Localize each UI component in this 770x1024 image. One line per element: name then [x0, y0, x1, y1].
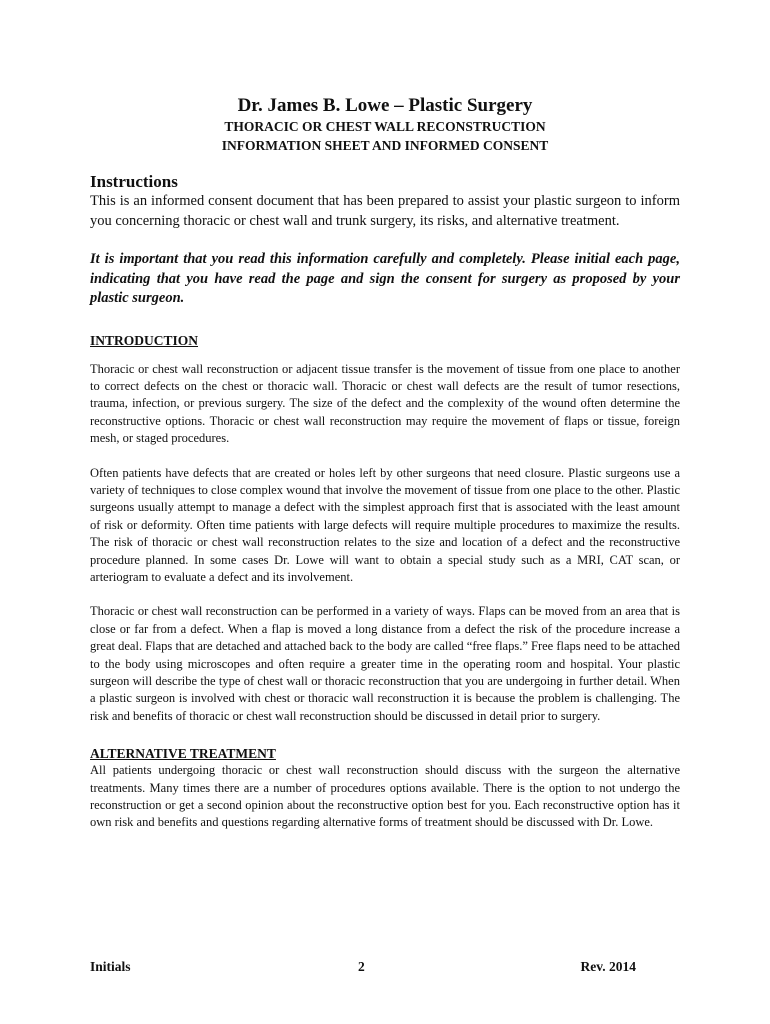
initials-label: Initials [90, 959, 131, 974]
introduction-paragraph-2: Often patients have defects that are created or holes left by other surgeons that need closure. Plastic surgeons use a variety of techniques to close complex wound that involve the movement of tissue from one place to the other. Plastic surgeons usually attempt to manage a defect with the simplest approach first that is associated with the least amount of risk or deformity. Often time patients with large defects will require multiple procedures to maximize the results. The risk of thoracic or chest wall reconstruction relates to the size and location of a defect and the reconstructive procedure planned. In some cases Dr. Lowe will want to obtain a special study such as a MRI, CAT scan, or arteriogram to evaluate a defect and its involvement. [90, 465, 680, 584]
revision-label: Rev. 2014 [580, 959, 636, 974]
page-number: 2 [358, 959, 365, 974]
introduction-paragraph-1: Thoracic or chest wall reconstruction or adjacent tissue transfer is the movement of tissue from one place to another to correct defects on the chest or thoracic wall. Thoracic or chest wall defects are the result of tumor resections, trauma, infection, or previous surgery. The size of the defect and the complexity of the wound often determine the reconstructive options. Thoracic or chest wall reconstruction may require the movement of flaps or tissue, foreign mesh, or staged procedures. [90, 361, 680, 446]
introduction-heading: INTRODUCTION [90, 332, 199, 348]
introduction-paragraph-3: Thoracic or chest wall reconstruction can be performed in a variety of ways. Flaps can be moved from an area that is close or far from a defect. When a flap is moved a long distance from a defect the risk of the procedure increase a great deal. Flaps that are detached and attached back to the body are called “free flaps.” Free flaps need to be attached to the body using microscopes and often require a greater time in the operating room and hospital. Your plastic surgeon will describe the type of chest wall or thoracic reconstruction that you are undergoing in further detail. When a plastic surgeon is involved with chest or thoracic wall reconstruction it is because the problem is challenging. The risk and benefits of thoracic or chest wall reconstruction should be discussed in detail prior to surgery. [90, 604, 680, 723]
document-subtitle-1: THORACIC OR CHEST WALL RECONSTRUCTION [224, 119, 546, 134]
important-notice: It is important that you read this information carefully and completely. Please initial each page, indicating that you have read the page and sign the consent for surgery as proposed by your plastic surgeon. [90, 251, 680, 306]
document-title: Dr. James B. Lowe – Plastic Surgery [237, 95, 533, 116]
document-body [90, 172, 680, 832]
instructions-text: This is an informed consent document that has been prepared to assist your plastic surgeon to inform you concerning thoracic or chest wall and trunk surgery, its risks, and alternative treatment. [90, 193, 680, 229]
document-header [0, 95, 770, 155]
page-footer [90, 959, 636, 979]
alternative-treatment-heading: ALTERNATIVE TREATMENT [90, 746, 276, 762]
instructions-heading: Instructions [90, 172, 178, 191]
alternative-treatment-text: All patients undergoing thoracic or chest wall reconstruction should discuss with the surgeon the alternative treatments. Many times there are a number of procedures options available. There is the option to not undergo the reconstruction or get a second opinion about the reconstructive option best for you. Each reconstructive option has it own risk and benefits and questions regarding alternative forms of treatment should be discussed with Dr. Lowe. [90, 763, 680, 830]
document-subtitle-2: INFORMATION SHEET AND INFORMED CONSENT [221, 138, 549, 153]
